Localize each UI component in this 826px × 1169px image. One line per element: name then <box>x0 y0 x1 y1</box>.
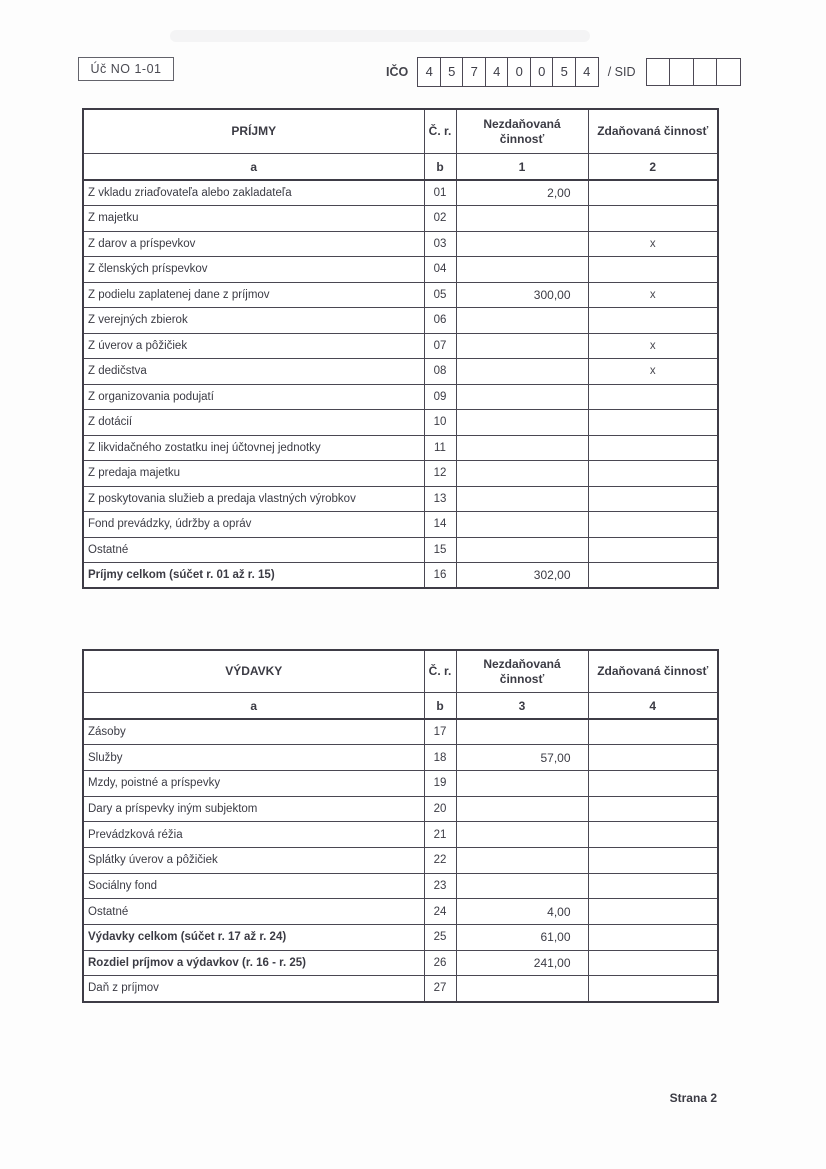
row-label-cell: Prevádzková réžia <box>83 822 424 848</box>
expense-subheader-row <box>83 693 718 720</box>
row-number-cell: 05 <box>424 282 456 308</box>
row-label-cell: Z majetku <box>83 206 424 232</box>
untaxed-value-cell <box>456 359 588 385</box>
table-row <box>83 486 718 512</box>
subheader-b: b <box>424 154 456 181</box>
table-row <box>83 512 718 538</box>
row-number-cell: 11 <box>424 435 456 461</box>
table-row <box>83 976 718 1002</box>
untaxed-value-cell: 57,00 <box>456 745 588 771</box>
untaxed-value-cell <box>456 257 588 283</box>
row-number-cell: 21 <box>424 822 456 848</box>
table-row <box>83 950 718 976</box>
untaxed-value-cell <box>456 822 588 848</box>
table-row <box>83 770 718 796</box>
taxed-value-cell <box>588 435 718 461</box>
taxed-value-cell <box>588 847 718 873</box>
sid-empty-box <box>693 58 718 86</box>
ico-digit-box: 7 <box>462 57 486 87</box>
taxed-value-cell <box>588 180 718 206</box>
ico-digit-box: 4 <box>575 57 599 87</box>
income-table-title: PRÍJMY <box>83 109 424 154</box>
row-label-cell: Z organizovania podujatí <box>83 384 424 410</box>
ico-label: IČO <box>386 64 409 79</box>
scan-artifact <box>170 30 590 42</box>
income-table <box>82 108 719 589</box>
row-label-cell: Mzdy, poistné a príspevky <box>83 770 424 796</box>
form-code-box <box>78 57 174 81</box>
row-number-cell: 15 <box>424 537 456 563</box>
row-number-cell: 03 <box>424 231 456 257</box>
table-row <box>83 333 718 359</box>
row-label-cell: Príjmy celkom (súčet r. 01 až r. 15) <box>83 563 424 589</box>
taxed-value-cell <box>588 384 718 410</box>
table-row <box>83 563 718 589</box>
untaxed-value-cell <box>456 461 588 487</box>
taxed-value-cell <box>588 563 718 589</box>
row-label-cell: Z verejných zbierok <box>83 308 424 334</box>
subheader-col3: 3 <box>456 693 588 720</box>
taxed-value-cell <box>588 410 718 436</box>
row-label-cell: Z vkladu zriaďovateľa alebo zakladateľa <box>83 180 424 206</box>
table-row <box>83 873 718 899</box>
row-label-cell: Splátky úverov a pôžičiek <box>83 847 424 873</box>
taxed-value-cell <box>588 950 718 976</box>
taxed-value-cell <box>588 925 718 951</box>
ico-digit-box: 0 <box>530 57 554 87</box>
untaxed-value-cell: 302,00 <box>456 563 588 589</box>
row-number-cell: 22 <box>424 847 456 873</box>
untaxed-value-cell: 4,00 <box>456 899 588 925</box>
subheader-col2: 2 <box>588 154 718 181</box>
row-number-cell: 25 <box>424 925 456 951</box>
row-number-cell: 07 <box>424 333 456 359</box>
table-row <box>83 308 718 334</box>
table-row <box>83 206 718 232</box>
expense-header-row <box>83 650 718 693</box>
sid-empty-box <box>646 58 671 86</box>
row-number-cell: 12 <box>424 461 456 487</box>
table-row <box>83 796 718 822</box>
subheader-a: a <box>83 154 424 181</box>
row-label-cell: Ostatné <box>83 537 424 563</box>
table-row <box>83 410 718 436</box>
col-header-untaxed: Nezdaňovaná činnosť <box>456 109 588 154</box>
ico-digit-box: 5 <box>440 57 464 87</box>
untaxed-value-cell: 61,00 <box>456 925 588 951</box>
taxed-value-cell <box>588 899 718 925</box>
subheader-col1: 1 <box>456 154 588 181</box>
col-header-cr: Č. r. <box>424 109 456 154</box>
expense-table <box>82 649 719 1003</box>
taxed-value-cell <box>588 796 718 822</box>
untaxed-value-cell <box>456 435 588 461</box>
table-row <box>83 435 718 461</box>
row-label-cell: Služby <box>83 745 424 771</box>
page-number: Strana 2 <box>669 1091 717 1105</box>
row-number-cell: 10 <box>424 410 456 436</box>
table-row <box>83 384 718 410</box>
untaxed-value-cell <box>456 719 588 745</box>
table-row <box>83 847 718 873</box>
income-header-row <box>83 109 718 154</box>
sid-digit-boxes <box>646 58 742 86</box>
col-header-untaxed: Nezdaňovaná činnosť <box>456 650 588 693</box>
table-row <box>83 180 718 206</box>
ico-digit-box: 4 <box>485 57 509 87</box>
row-number-cell: 20 <box>424 796 456 822</box>
row-number-cell: 14 <box>424 512 456 538</box>
table-row <box>83 745 718 771</box>
row-label-cell: Ostatné <box>83 899 424 925</box>
table-row <box>83 822 718 848</box>
taxed-value-cell <box>588 719 718 745</box>
row-label-cell: Z poskytovania služieb a predaja vlastných výrobkov <box>83 486 424 512</box>
row-label-cell: Dary a príspevky iným subjektom <box>83 796 424 822</box>
row-number-cell: 27 <box>424 976 456 1002</box>
ico-sid-row <box>386 55 741 88</box>
untaxed-value-cell <box>456 410 588 436</box>
table-row <box>83 231 718 257</box>
untaxed-value-cell <box>456 384 588 410</box>
untaxed-value-cell <box>456 873 588 899</box>
row-label-cell: Z dotácií <box>83 410 424 436</box>
taxed-value-cell <box>588 512 718 538</box>
untaxed-value-cell <box>456 231 588 257</box>
row-label-cell: Sociálny fond <box>83 873 424 899</box>
table-row <box>83 719 718 745</box>
row-number-cell: 04 <box>424 257 456 283</box>
row-label-cell: Z členských príspevkov <box>83 257 424 283</box>
row-label-cell: Z darov a príspevkov <box>83 231 424 257</box>
taxed-value-cell: x <box>588 282 718 308</box>
col-header-cr: Č. r. <box>424 650 456 693</box>
taxed-value-cell <box>588 486 718 512</box>
row-label-cell: Z predaja majetku <box>83 461 424 487</box>
ico-digit-box: 5 <box>552 57 576 87</box>
untaxed-value-cell <box>456 486 588 512</box>
untaxed-value-cell: 2,00 <box>456 180 588 206</box>
untaxed-value-cell <box>456 770 588 796</box>
row-number-cell: 02 <box>424 206 456 232</box>
subheader-a: a <box>83 693 424 720</box>
row-number-cell: 23 <box>424 873 456 899</box>
row-number-cell: 17 <box>424 719 456 745</box>
untaxed-value-cell <box>456 537 588 563</box>
taxed-value-cell <box>588 822 718 848</box>
sid-label: / SID <box>607 64 636 79</box>
col-header-taxed: Zdaňovaná činnosť <box>588 109 718 154</box>
untaxed-value-cell <box>456 512 588 538</box>
taxed-value-cell: x <box>588 231 718 257</box>
table-row <box>83 282 718 308</box>
taxed-value-cell <box>588 206 718 232</box>
row-number-cell: 01 <box>424 180 456 206</box>
untaxed-value-cell: 241,00 <box>456 950 588 976</box>
row-label-cell: Fond prevádzky, údržby a opráv <box>83 512 424 538</box>
table-row <box>83 925 718 951</box>
subheader-col4: 4 <box>588 693 718 720</box>
table-row <box>83 257 718 283</box>
row-number-cell: 16 <box>424 563 456 589</box>
taxed-value-cell <box>588 461 718 487</box>
taxed-value-cell: x <box>588 333 718 359</box>
row-label-cell: Z dedičstva <box>83 359 424 385</box>
table-row <box>83 359 718 385</box>
row-number-cell: 19 <box>424 770 456 796</box>
taxed-value-cell <box>588 537 718 563</box>
row-label-cell: Rozdiel príjmov a výdavkov (r. 16 - r. 25) <box>83 950 424 976</box>
untaxed-value-cell <box>456 796 588 822</box>
expense-table-title: VÝDAVKY <box>83 650 424 693</box>
taxed-value-cell <box>588 770 718 796</box>
row-label-cell: Zásoby <box>83 719 424 745</box>
row-label-cell: Z likvidačného zostatku inej účtovnej jednotky <box>83 435 424 461</box>
taxed-value-cell <box>588 976 718 1002</box>
row-label-cell: Výdavky celkom (súčet r. 17 až r. 24) <box>83 925 424 951</box>
row-label-cell: Daň z príjmov <box>83 976 424 1002</box>
table-row <box>83 537 718 563</box>
row-number-cell: 26 <box>424 950 456 976</box>
sid-empty-box <box>669 58 694 86</box>
untaxed-value-cell <box>456 308 588 334</box>
ico-digit-box: 4 <box>417 57 441 87</box>
untaxed-value-cell <box>456 206 588 232</box>
taxed-value-cell <box>588 873 718 899</box>
row-label-cell: Z podielu zaplatenej dane z príjmov <box>83 282 424 308</box>
row-number-cell: 13 <box>424 486 456 512</box>
taxed-value-cell <box>588 308 718 334</box>
income-subheader-row <box>83 154 718 181</box>
table-row <box>83 461 718 487</box>
row-number-cell: 08 <box>424 359 456 385</box>
row-number-cell: 24 <box>424 899 456 925</box>
row-number-cell: 06 <box>424 308 456 334</box>
col-header-taxed: Zdaňovaná činnosť <box>588 650 718 693</box>
untaxed-value-cell <box>456 333 588 359</box>
untaxed-value-cell <box>456 976 588 1002</box>
taxed-value-cell: x <box>588 359 718 385</box>
ico-digit-boxes <box>417 57 599 87</box>
form-code-label: Úč NO 1-01 <box>90 62 162 76</box>
row-label-cell: Z úverov a pôžičiek <box>83 333 424 359</box>
table-row <box>83 899 718 925</box>
ico-digit-box: 0 <box>507 57 531 87</box>
taxed-value-cell <box>588 257 718 283</box>
sid-empty-box <box>716 58 741 86</box>
subheader-b: b <box>424 693 456 720</box>
row-number-cell: 18 <box>424 745 456 771</box>
untaxed-value-cell <box>456 847 588 873</box>
row-number-cell: 09 <box>424 384 456 410</box>
untaxed-value-cell: 300,00 <box>456 282 588 308</box>
taxed-value-cell <box>588 745 718 771</box>
